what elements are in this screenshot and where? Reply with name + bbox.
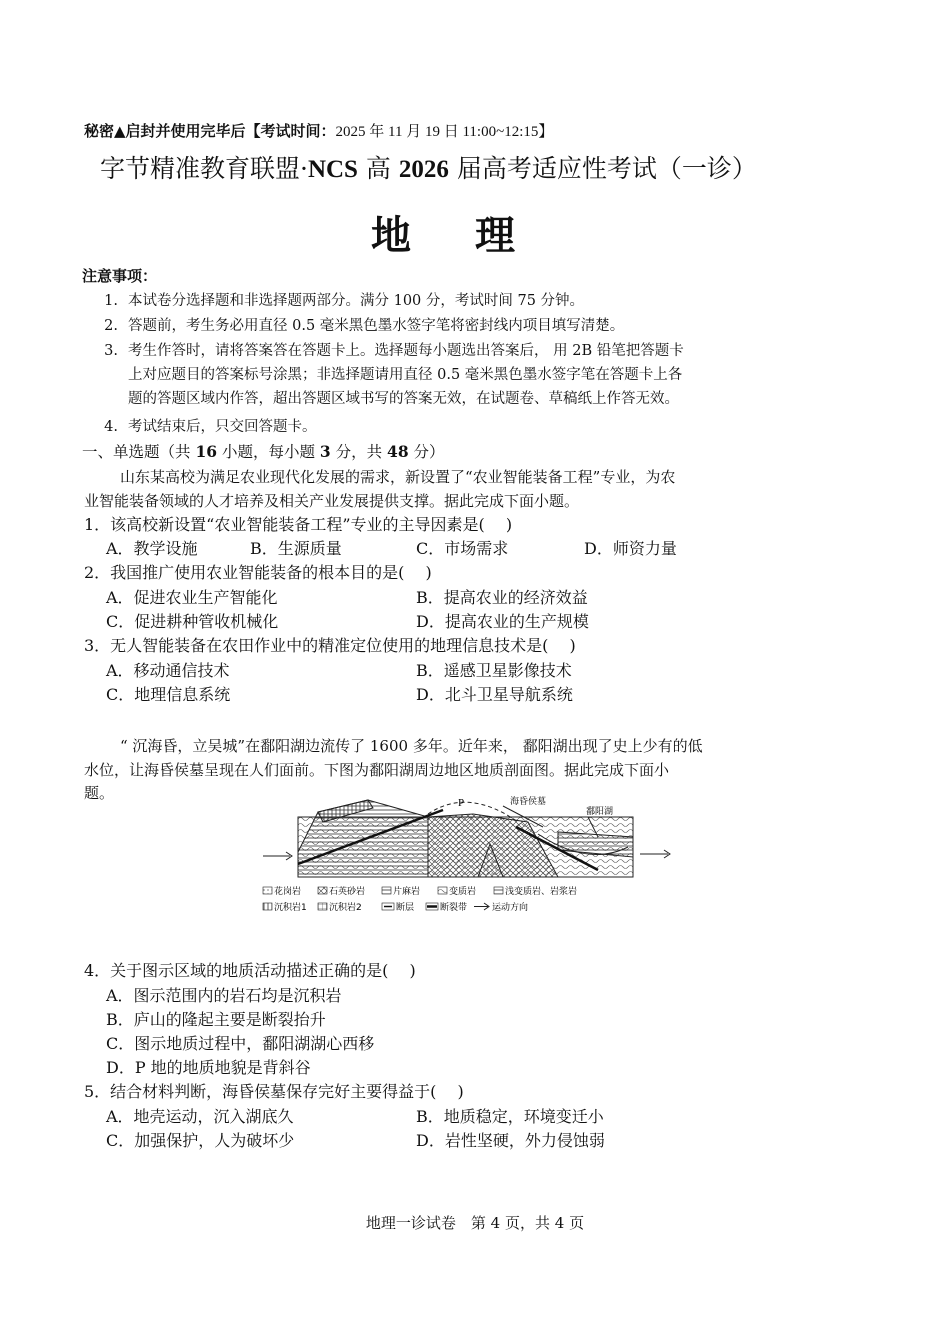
q2-option-c: C．促进耕种管收机械化	[106, 612, 279, 631]
legend-gneiss: 片麻岩	[393, 887, 421, 897]
material-1-line1: 山东某高校为满足农业现代化发展的需求，新设置了“农业智能装备工程”专业，为农	[120, 468, 676, 486]
label-lake: 鄱阳湖	[586, 807, 614, 817]
exam-time: 2025 年 11 月 19 日 11:00~12:15】	[335, 124, 554, 140]
legend-fracture-zone: 断裂带	[440, 903, 468, 913]
material-2-line3: 题。	[84, 784, 115, 802]
q1-option-a: A．教学设施	[106, 539, 198, 558]
q5-option-b: B．地质稳定，环境变迁小	[416, 1107, 604, 1126]
q3-option-a: A．移动通信技术	[106, 661, 230, 680]
q5-option-a: A．地壳运动，沉入湖底久	[106, 1107, 294, 1126]
q2-option-b: B．提高农业的经济效益	[416, 588, 588, 607]
q5-option-d: D．岩性坚硬，外力侵蚀弱	[416, 1131, 605, 1150]
q4-option-c: C．图示地质过程中，鄱阳湖湖心西移	[106, 1034, 375, 1053]
material-2-line1: “ 沉海昏，立吴城”在鄱阳湖边流传了 1600 多年。近年来， 鄱阳湖出现了史上少有的低	[120, 737, 703, 755]
legend-fault: 断层	[396, 903, 415, 913]
q1-option-d: D．师资力量	[584, 539, 677, 558]
question-2: 2．我国推广使用农业智能装备的根本目的是( )	[84, 563, 432, 582]
secret-header: 秘密▲启封并使用完毕后【考试时间：2025 年 11 月 19 日 11:00~12:15】	[84, 122, 554, 140]
legend-low-grade: 浅变质岩、岩浆岩	[505, 887, 578, 897]
section-heading: 一、单选题（共 16 小题，每小题 3 分，共 48 分）	[82, 442, 445, 461]
notice-item-3: 3. 考生作答时，请将答案答在答题卡上。选择题每小题选出答案后， 用 2B 铅笔把答题卡	[104, 343, 684, 359]
q4-option-a: A．图示范围内的岩石均是沉积岩	[106, 986, 342, 1005]
legend-motion: 运动方向	[492, 903, 529, 913]
q2-option-d: D．提高农业的生产规模	[416, 612, 589, 631]
geologic-section-figure	[258, 792, 678, 922]
label-tomb: 海昏侯墓	[510, 797, 547, 807]
label-p: P	[458, 797, 465, 809]
legend-sedimentary-2: 沉积岩2	[329, 903, 362, 913]
q4-option-b: B．庐山的隆起主要是断裂抬升	[106, 1010, 326, 1029]
subject-title: 地理	[371, 213, 579, 259]
q2-option-a: A．促进农业生产智能化	[106, 588, 278, 607]
q3-option-d: D．北斗卫星导航系统	[416, 685, 573, 704]
q1-option-c: C．市场需求	[416, 539, 509, 558]
q4-option-d: D．P 地的地质地貌是背斜谷	[106, 1058, 311, 1077]
question-1: 1．该高校新设置“农业智能装备工程”专业的主导因素是( )	[84, 515, 513, 534]
page-footer: 地理一诊试卷 第 4 页，共 4 页	[365, 1214, 585, 1232]
notice-emphasis: 超出答题区域书写的答案无效，在试题卷、草稿纸上作答无效。	[273, 391, 679, 407]
notice-item-3-line2: 上对应题目的答案标号涂黑；非选择题请用直径 0.5 毫米黑色墨水签字笔在答题卡上各	[128, 367, 683, 383]
q5-option-c: C．加强保护，人为破坏少	[106, 1131, 295, 1150]
legend-granite: 花岗岩	[274, 887, 302, 897]
legend-sedimentary-1: 沉积岩1	[274, 903, 307, 913]
material-2-line2: 水位，让海昏侯墓呈现在人们面前。下图为鄱阳湖周边地区地质剖面图。据此完成下面小	[84, 761, 670, 779]
question-4: 4．关于图示区域的地质活动描述正确的是( )	[84, 961, 416, 980]
exam-title: 字节精准教育联盟·NCS 高 2026 届高考适应性考试（一诊）	[100, 154, 757, 183]
q3-option-b: B．遥感卫星影像技术	[416, 661, 572, 680]
material-1-line2: 业智能装备领域的人才培养及相关产业发展提供支撑。据此完成下面小题。	[84, 492, 580, 510]
notice-item-1: 1. 本试卷分选择题和非选择题两部分。满分 100 分，考试时间 75 分钟。	[104, 293, 585, 309]
notice-item-2: 2. 答题前，考生务必用直径 0.5 毫米黑色墨水签字笔将密封线内项目填写清楚。	[104, 318, 625, 334]
legend-metamorphic: 变质岩	[449, 887, 477, 897]
notice-heading: 注意事项：	[82, 267, 158, 285]
q1-option-b: B．生源质量	[250, 539, 342, 558]
notice-item-4: 4. 考试结束后，只交回答题卡。	[104, 419, 317, 435]
notice-item-3-line3: 题的答题区域内作答，超出答题区域书写的答案无效，在试题卷、草稿纸上作答无效。	[128, 391, 679, 407]
question-3: 3．无人智能装备在农田作业中的精准定位使用的地理信息技术是( )	[84, 636, 576, 655]
legend-quartz-sandstone: 石英砂岩	[329, 887, 366, 897]
q3-option-c: C．地理信息系统	[106, 685, 231, 704]
question-5: 5．结合材料判断，海昏侯墓保存完好主要得益于( )	[84, 1082, 464, 1101]
